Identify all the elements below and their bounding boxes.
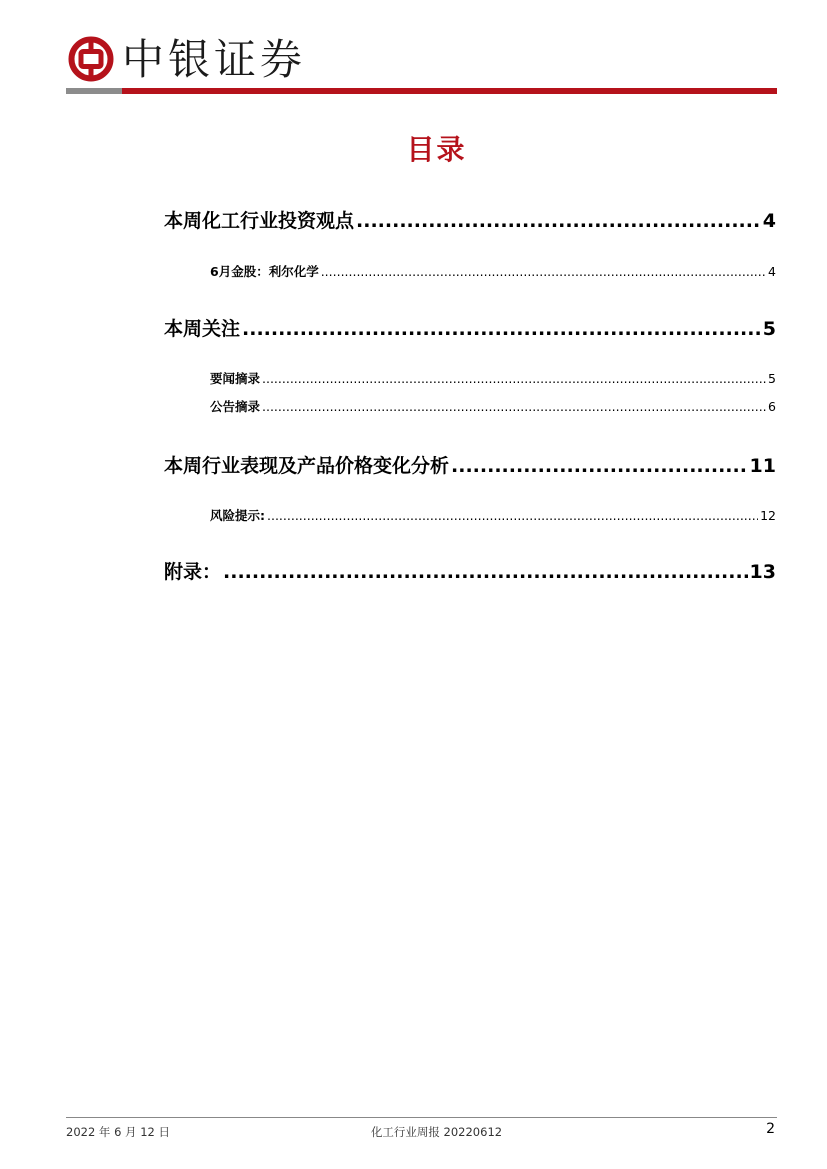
toc-entry-label: 本周行业表现及产品价格变化分析 xyxy=(164,455,450,477)
toc-leader-dots xyxy=(262,371,766,386)
toc-entry[interactable] xyxy=(210,506,776,524)
toc-leader-dots xyxy=(267,508,758,523)
toc-entry-page: 13 xyxy=(749,561,776,583)
page-number: 2 xyxy=(766,1121,775,1137)
toc-leader-dots xyxy=(242,318,761,340)
toc-entry[interactable] xyxy=(164,557,776,584)
toc-entry-page: 5 xyxy=(768,371,776,386)
header-rule-gray xyxy=(66,88,122,94)
bank-of-china-logo-icon xyxy=(68,36,114,82)
toc-title: 目录 xyxy=(406,133,467,166)
footer-rule xyxy=(66,1117,777,1118)
toc-entry-label: 本周关注 xyxy=(164,318,241,340)
toc-entry[interactable] xyxy=(210,262,776,280)
toc-entry-label: 公告摘录 xyxy=(210,399,261,414)
toc-entry-label: 要闻摘录 xyxy=(210,371,261,386)
toc-leader-dots xyxy=(356,210,761,232)
toc-entry-label: 风险提示: xyxy=(210,508,265,523)
toc-entry-page: 12 xyxy=(760,508,776,523)
toc-entry[interactable] xyxy=(164,451,776,478)
toc-entry-label: 附录： xyxy=(164,561,222,583)
footer-date: 2022 年 6 月 12 日 xyxy=(66,1125,170,1139)
toc-entry-page: 5 xyxy=(762,318,776,340)
toc-entry[interactable] xyxy=(210,397,776,415)
toc-leader-dots xyxy=(223,561,748,583)
toc-leader-dots xyxy=(262,399,766,414)
toc-entry-label: 6月金股：利尔化学 xyxy=(210,264,319,279)
toc-leader-dots xyxy=(321,264,766,279)
toc-entry-page: 11 xyxy=(749,455,776,477)
toc-entry-page: 6 xyxy=(768,399,776,414)
toc-entry-page: 4 xyxy=(762,210,776,232)
toc-entry[interactable] xyxy=(210,369,776,387)
toc-entry-label: 本周化工行业投资观点 xyxy=(164,210,355,232)
toc-entry[interactable] xyxy=(164,314,776,341)
header-rule-red xyxy=(122,88,777,94)
page-header xyxy=(66,30,777,100)
toc-entry-page: 4 xyxy=(768,264,776,279)
footer-report-name: 化工行业周报 20220612 xyxy=(370,1125,503,1139)
brand-name: 中银证券 xyxy=(122,35,307,84)
toc-leader-dots xyxy=(451,455,748,477)
toc-entry[interactable] xyxy=(164,206,776,233)
